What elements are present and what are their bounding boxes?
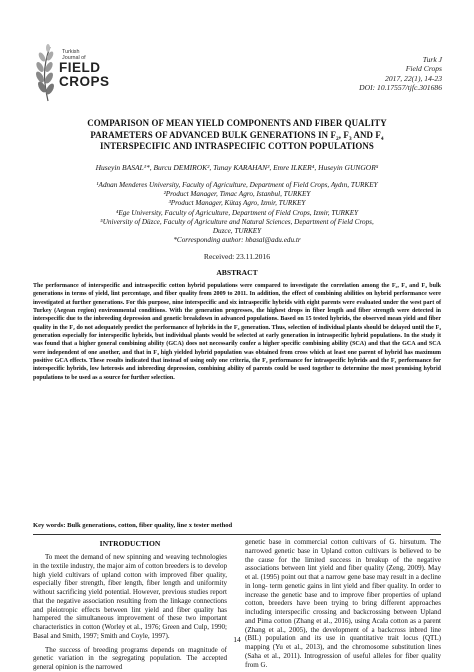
affiliation: Duzce, TURKEY bbox=[212, 227, 262, 236]
text-line: sacrificing yield potential. However, previous studies bbox=[56, 588, 211, 596]
divider bbox=[33, 534, 441, 535]
text-line: bring different approaches including interspecific crossing bbox=[245, 599, 441, 616]
keywords: Key words: Bulk generations, cotton, fiber quality, line x tester method bbox=[33, 522, 233, 529]
logo-field-text: FIELD bbox=[59, 60, 101, 75]
text-line: and that in F₄ high yielded hybrid population was obtained from cross which at least one parent of hybrid has bbox=[122, 349, 415, 356]
text-line: trait locus (QTL) mapping (Yu et al., 2013), and the bbox=[245, 634, 442, 651]
text-line: populations. In the study it was found that a higher general combining ability (GCA) does not necessarily bbox=[33, 333, 441, 348]
text-line: correlation among the F₂, F₃ and F₄ bulk generations in terms of yield, lint percentage, and fiber quality from bbox=[33, 283, 441, 298]
text-line: hirsutum. The narrowed genetic base in Upland cotton bbox=[245, 538, 441, 555]
text-line: cotton (Worley et al., 1976; Green and Culp, 1990; Basal bbox=[33, 623, 227, 640]
abstract-body bbox=[33, 282, 441, 382]
text-line: cotton breeders is to develop high yield cultivars of upland bbox=[33, 561, 227, 579]
journal-subname: Field Crops bbox=[405, 64, 442, 74]
received-date: Received: 23.11.2016 bbox=[203, 252, 271, 261]
text-line: Introgression of useful alleles for fiber quality from G. bbox=[245, 651, 441, 669]
text-line: The performance of interspecific and intraspecific cotton hybrid populations were compared to investigate the bbox=[33, 283, 331, 289]
text-line: observed mean yield and fiber quality in the F₂ do not adequately predict the performance of hybrids in the F₄ bbox=[33, 316, 442, 331]
introduction-left-column bbox=[33, 553, 227, 672]
text-line: linkage connections and pleiotropic effects between lint bbox=[33, 596, 227, 614]
text-line: magnitude of genetic variation in the segregating bbox=[33, 645, 227, 663]
page-number: 14 bbox=[233, 635, 241, 644]
affiliation: ¹Adnan Menderes University, Faculty of Agriculture, Department of Field Crops, Aydın, TURKEY bbox=[96, 181, 378, 189]
logo-journal-text: Turkish Journal of bbox=[62, 49, 86, 61]
text-line: properties of upland cotton, breeders have been trying to bbox=[245, 590, 441, 608]
affiliation: ²Product Manager, Timac Agro, Istanbul, TURKEY bbox=[163, 190, 311, 199]
text-line: confer a higher specific combining ability (SCA) and that the GCA and SCA were independent of one another, bbox=[33, 341, 441, 356]
introduction-right-column bbox=[245, 538, 441, 669]
text-line: 2009 to 2011. In addition, the effect of combining abilities on hybrid performance were investigated at further bbox=[33, 291, 441, 306]
abstract-heading: ABSTRACT bbox=[216, 268, 258, 277]
journal-name: Turk J bbox=[422, 55, 442, 64]
affiliation-list bbox=[30, 181, 444, 245]
text-line: cotton with improved fiber quality, especially fiber bbox=[33, 570, 228, 588]
text-line: improvement of these two important characteristics in bbox=[33, 614, 227, 631]
text-line: to increase the genetic base and to improve fiber bbox=[245, 581, 441, 599]
text-line: interspecific hybrids, but individual plants would be selected at early generation in intraspecific hybrid bbox=[98, 333, 371, 340]
text-line: hybrid populations to be used as a source for further selection. bbox=[33, 366, 441, 381]
text-line: inbreeding depression, combining ability of parents could be used together to determine the most promising bbox=[137, 366, 424, 373]
text-line: To meet the demand of new spinning and weaving bbox=[45, 553, 192, 561]
affiliation: ⁴Ege University, Faculty of Agriculture, Department of Field Crops, Izmir, TURKEY bbox=[115, 208, 359, 217]
logo-crops-text: CROPS bbox=[59, 74, 110, 89]
paragraph bbox=[245, 538, 441, 669]
text-line: maximum positive GCA effects. These results indicated that instead of using only one criteria, the F₂ bbox=[33, 349, 442, 365]
affiliation: ⁵University of Düzce, Faculty of Agriculture and Natural Sciences, Department of Field Crops, bbox=[100, 217, 374, 226]
paper-title: COMPARISON OF MEAN YIELD COMPONENTS AND FIBER QUALITY PARAMETERS OF ADVANCED BULK GENERATIONS IN F₂, F₃ AND F₄ INTERSPECIFIC AND INTRASPECIFIC COTTON POPULATIONS bbox=[87, 118, 387, 151]
text-line: (Zhang et al., 2005), the development of a backcross bbox=[245, 625, 410, 634]
author-list: Huseyin BASAL¹*, Burcu DEMIROK², Tunay KARAHAN³, Emre ILKER⁴, Huseyin GUNGOR⁵ bbox=[95, 163, 379, 172]
text-line: The success of breeding programs depends on bbox=[45, 645, 188, 654]
text-line: evaluated under the west part of Turkey (Aegean region) environmental conditions. With the generation bbox=[33, 299, 441, 315]
journal-volume: 2017, 22(1), 14-23 bbox=[385, 73, 442, 83]
text-line: and Smith, 1997; Smith and Coyle, 1997). bbox=[50, 631, 170, 640]
text-line: generations. For this purpose, nine interspecific and six intraspecific hybrids with eight parents were bbox=[92, 299, 357, 306]
journal-info bbox=[359, 55, 442, 93]
text-line: that a narrow gene base may result in a decline in long- bbox=[245, 573, 441, 590]
text-line: in breakup of the negative associations between lint yield bbox=[245, 555, 441, 573]
paragraph bbox=[33, 553, 227, 641]
text-line: and backcrossing between Upland and Pima cotton bbox=[245, 608, 441, 625]
text-line: inbred line (BIL) population and its use in quantitative bbox=[245, 625, 441, 643]
text-line: inbreeding depression and genetic breakdown in advanced populations. Based on 15 tested hybrids, the bbox=[93, 316, 363, 323]
text-line: chromosome substitution lines (Saha et al., 2011). bbox=[245, 643, 441, 660]
corresponding-author: *Corresponding author: hbasal@adu.edu.tr bbox=[173, 236, 301, 245]
affiliation: ³Product Manager, Kütaş Agro, Izmir, TURKEY bbox=[168, 199, 306, 208]
text-line: progresses, the highest drops in fiber length and fiber strength were detected in interspecific due to the bbox=[33, 308, 441, 323]
text-line: generation. Thus, selection of individual plants should be delayed until the F₄ generation especially for bbox=[33, 324, 441, 340]
text-line: strength, fiber length, fiber length and uniformity without bbox=[33, 579, 227, 596]
wheat-icon bbox=[28, 43, 62, 103]
text-line: term genetic gains in lint yield and fiber quality. In order bbox=[269, 581, 436, 590]
text-line: genetic base in commercial cotton cultivars of G. bbox=[245, 538, 400, 546]
journal-logo bbox=[28, 43, 138, 105]
text-line: cultivars is believed to be the cause for the limited success bbox=[245, 546, 442, 564]
text-line: (Zhang et al., 2016), using Acala cotton as a parent bbox=[293, 616, 441, 625]
text-line: population. The accepted general opinion is the narrowed bbox=[33, 654, 227, 671]
journal-doi: DOI: 10.17557/tjfc.301686 bbox=[359, 83, 442, 93]
text-line: and fiber quality (Zeng, 2009). May et al. (1995) point out bbox=[245, 564, 441, 581]
introduction-heading: INTRODUCTION bbox=[99, 539, 161, 548]
text-line: report that the negative association resulting from the bbox=[33, 588, 227, 605]
text-line: technologies in the textile industry, the major aim of bbox=[33, 553, 227, 570]
text-line: yield and fiber quality has hampered the simultaneous bbox=[33, 605, 227, 623]
paragraph bbox=[33, 646, 227, 672]
text-line: performance for intraspecific hybrids and the F₃ performance for interspecific hybrids, low heterosis and bbox=[33, 358, 441, 373]
